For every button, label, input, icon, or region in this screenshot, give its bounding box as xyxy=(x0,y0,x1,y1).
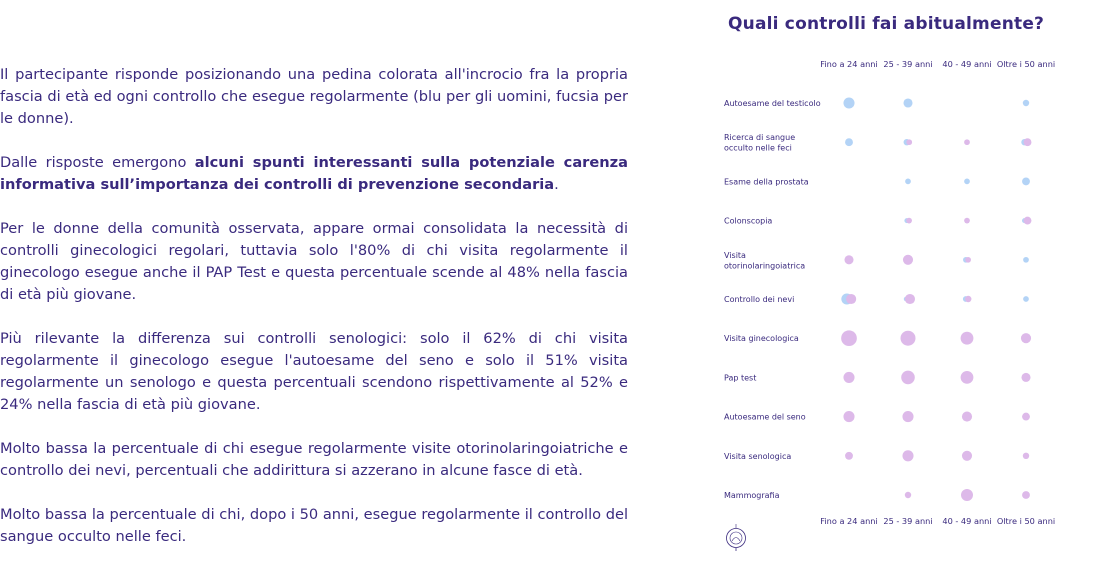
dot-women-r3-c1 xyxy=(906,218,912,224)
dot-women-r3-c3 xyxy=(1024,217,1032,225)
dot-women-r5-c1 xyxy=(905,294,915,304)
dot-women-r10-c3 xyxy=(1022,491,1030,499)
dot-women-r1-c2 xyxy=(964,139,970,145)
dot-women-r6-c1 xyxy=(901,331,916,346)
dot-women-r6-c0 xyxy=(841,330,857,346)
dot-women-r10-c2 xyxy=(961,489,973,501)
column-header-bottom-3: Oltre i 50 anni xyxy=(996,516,1056,526)
row-label-1: Ricerca di sangue occulto nelle feci xyxy=(724,133,796,153)
dot-women-r7-c1 xyxy=(901,371,915,385)
row-label-9: Visita senologica xyxy=(724,451,792,461)
paragraph-breast-checks: Più rilevante la differenza sui controlli senologici: solo il 62% di chi visita regolarmente il ginecologo esegue l'autoesame del seno e solo il 51% visita regolarmente un senologo e questa percentuali scendono rispettivamente al 52% e 24% nella fascia di età più giovane. xyxy=(0,330,628,413)
dot-women-r9-c2 xyxy=(962,451,972,461)
row-label-0: Autoesame del testicolo xyxy=(724,99,821,108)
row-label-7: Pap test xyxy=(724,373,757,383)
dot-women-r6-c3 xyxy=(1021,333,1031,343)
dot-women-r9-c0 xyxy=(845,452,853,460)
row-label-10: Mammografia xyxy=(724,491,780,500)
findings-highlight: alcuni spunti interessanti sulla potenziale carenza informativa sull’importanza dei controlli di prevenzione secondaria xyxy=(0,154,628,193)
column-header-bottom-2: 40 - 49 anni xyxy=(942,516,992,526)
findings-suffix: . xyxy=(554,176,559,193)
dot-women-r4-c0 xyxy=(844,255,853,264)
dot-women-r9-c3 xyxy=(1023,453,1029,459)
row-label-2: Esame della prostata xyxy=(724,177,809,187)
dot-men-r4-c3 xyxy=(1023,257,1029,263)
column-header-top-3: Oltre i 50 anni xyxy=(996,59,1056,69)
chart-title: Quali controlli fai abitualmente? xyxy=(728,14,1045,34)
dot-men-r0-c0 xyxy=(843,97,854,108)
dot-women-r5-c0 xyxy=(846,294,856,304)
dot-women-r7-c0 xyxy=(843,372,854,383)
dot-women-r8-c0 xyxy=(843,411,854,422)
checkups-chart xyxy=(690,0,1110,566)
dot-men-r2-c2 xyxy=(964,179,970,185)
dot-men-r0-c3 xyxy=(1023,100,1029,106)
dot-men-r0-c1 xyxy=(903,98,912,107)
logo-icon xyxy=(724,522,748,552)
row-label-5: Controllo dei nevi xyxy=(724,295,795,304)
dot-women-r9-c1 xyxy=(902,450,913,461)
description-text xyxy=(0,64,628,566)
dot-women-r1-c3 xyxy=(1024,138,1032,146)
dot-women-r5-c2 xyxy=(965,296,971,302)
dot-women-r8-c1 xyxy=(902,411,913,422)
dot-women-r4-c2 xyxy=(965,257,971,263)
row-label-3: Colonscopia xyxy=(724,216,773,226)
column-header-top-0: Fino a 24 anni xyxy=(820,59,878,69)
dot-women-r7-c2 xyxy=(961,371,974,384)
row-label-8: Autoesame del seno xyxy=(724,412,806,422)
dot-women-r1-c1 xyxy=(906,139,912,145)
column-header-top-1: 25 - 39 anni xyxy=(883,59,933,69)
paragraph-findings xyxy=(0,152,628,196)
paragraph-ent-moles: Molto bassa la percentuale di chi esegue regolarmente visite otorinolaringoiatriche e controllo dei nevi, percentuali che addirittura si azzerano in alcune fasce di età. xyxy=(0,440,628,479)
dot-women-r3-c2 xyxy=(964,218,970,224)
paragraph-gynecology: Per le donne della comunità osservata, appare ormai consolidata la necessità di controlli ginecologici regolari, tuttavia solo l'80% di chi visita regolarmente il ginecologo esegue anche il PAP Test e questa percentuale scende al 48% nella fascia di età più giovane. xyxy=(0,220,628,303)
paragraph-method: Il partecipante risponde posizionando una pedina colorata all'incrocio fra la propria fascia di età ed ogni controllo che esegue regolarmente (blu per gli uomini, fucsia per le donne). xyxy=(0,66,628,127)
dot-men-r2-c3 xyxy=(1022,177,1030,185)
dot-women-r10-c1 xyxy=(905,492,911,498)
dot-women-r4-c1 xyxy=(903,255,913,265)
dot-men-r5-c3 xyxy=(1023,296,1029,302)
column-header-top-2: 40 - 49 anni xyxy=(942,59,992,69)
dot-matrix-chart xyxy=(690,0,1110,566)
paragraph-occult-blood: Molto bassa la percentuale di chi, dopo i 50 anni, esegue regolarmente il controllo del sangue occulto nelle feci. xyxy=(0,506,628,545)
dot-women-r6-c2 xyxy=(961,332,974,345)
row-label-4: Visita otorinolaringoiatrica xyxy=(724,250,806,271)
findings-prefix: Dalle risposte emergono xyxy=(0,154,195,171)
column-header-bottom-0: Fino a 24 anni xyxy=(820,516,878,526)
row-label-6: Visita ginecologica xyxy=(724,334,799,344)
dot-women-r8-c2 xyxy=(962,412,972,422)
dot-women-r8-c3 xyxy=(1022,413,1030,421)
dot-women-r7-c3 xyxy=(1021,373,1030,382)
column-header-bottom-1: 25 - 39 anni xyxy=(883,516,933,526)
dot-men-r1-c0 xyxy=(845,138,853,146)
dot-men-r2-c1 xyxy=(905,179,911,185)
